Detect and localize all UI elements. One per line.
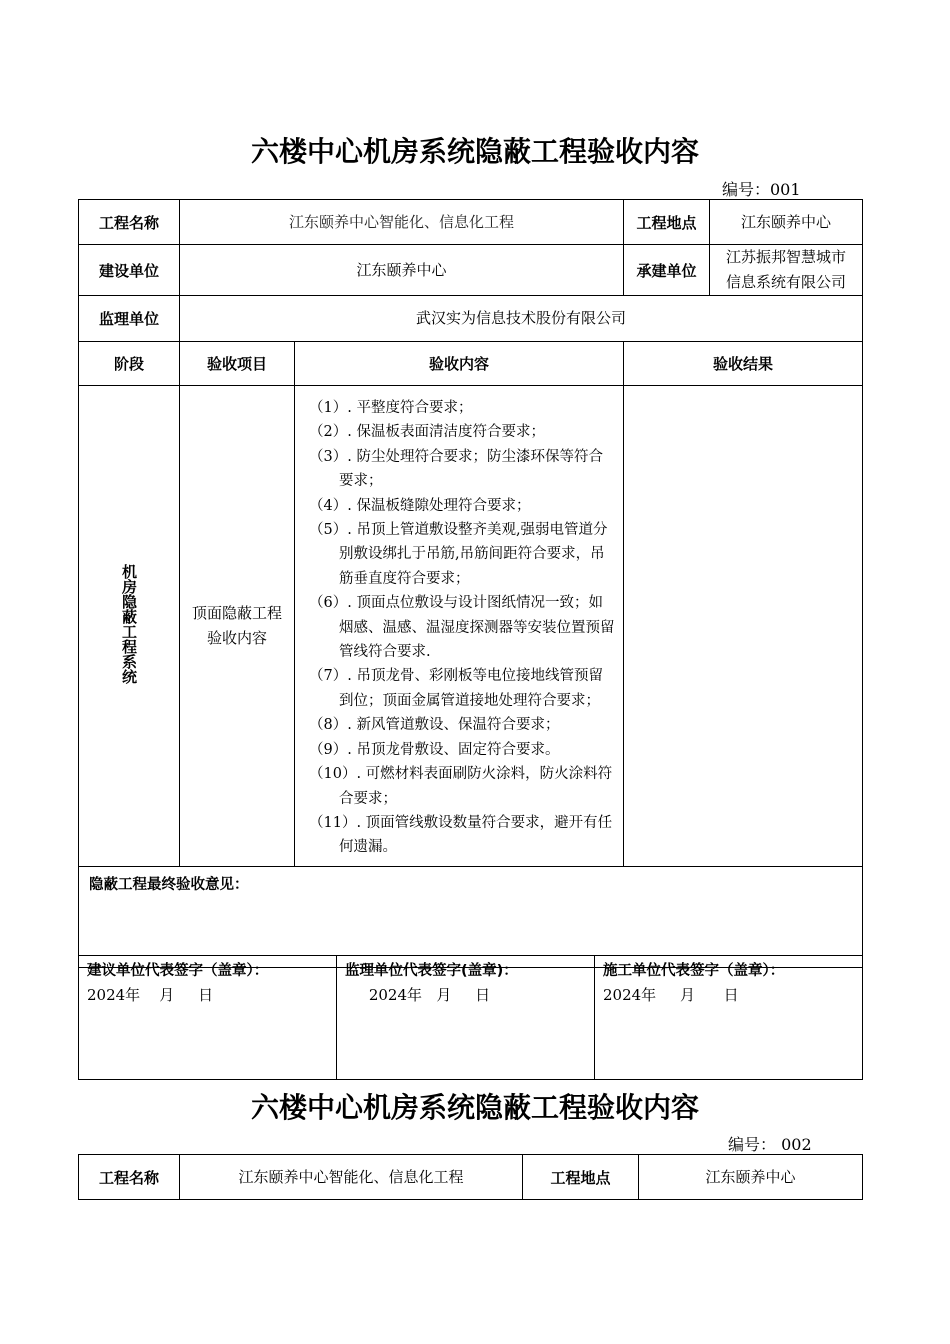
project-name-value: 江东颐养中心智能化、信息化工程 (180, 200, 624, 245)
content-list (309, 396, 615, 860)
content-item: （6）. 顶面点位敷设与设计图纸情况一致；如烟感、温感、温湿度探测器等安装位置预留管线符合要求. (309, 595, 615, 661)
contractor-signature-date: 2024年 月 日 (603, 986, 739, 1004)
content-item: （1）. 平整度符合要求； (309, 400, 473, 416)
acceptance-form-table (78, 199, 863, 968)
result-cell[interactable] (624, 386, 863, 867)
content-item: （5）. 吊顶上管道敷设整齐美观,强弱电管道分别敷设绑扎于吊筋,吊筋间距符合要求，吊筋垂直度符合要求； (309, 522, 608, 587)
header-content: 验收内容 (295, 342, 624, 386)
final-opinion-label: 隐蔽工程最终验收意见： (89, 876, 249, 893)
project-name-label-2: 工程名称 (79, 1155, 180, 1200)
signature-table (78, 955, 863, 1080)
project-name-label: 工程名称 (79, 200, 180, 245)
contractor-signature-label: 施工单位代表签字（盖章）： (603, 963, 785, 979)
stage-cell (79, 386, 180, 867)
final-opinion-cell[interactable] (79, 866, 863, 967)
contractor-unit-value: 江苏振邦智慧城市信息系统有限公司 (710, 245, 863, 296)
content-item: （8）. 新风管道敷设、保温符合要求； (309, 717, 560, 734)
contractor-unit-label: 承建单位 (624, 245, 710, 296)
content-cell (295, 386, 624, 867)
project-location-label-2: 工程地点 (523, 1155, 639, 1200)
content-item: （9）. 吊顶龙骨敷设、固定符合要求。 (309, 741, 560, 758)
form-title: 六楼中心机房系统隐蔽工程验收内容 (250, 135, 699, 168)
content-item: （2）. 保温板表面清洁度符合要求； (309, 424, 545, 441)
supervisor-unit-label: 监理单位 (79, 296, 180, 342)
content-item: （4）. 保温板缝隙处理符合要求； (309, 497, 531, 514)
supervisor-signature-cell[interactable] (337, 956, 595, 1080)
project-location-label: 工程地点 (624, 200, 710, 245)
supervisor-signature-date: 2024年 月 日 (345, 986, 491, 1004)
document-number: 编号：001 (722, 180, 801, 199)
project-location-value-2: 江东颐养中心 (639, 1155, 863, 1200)
header-result: 验收结果 (624, 342, 863, 386)
header-item: 验收项目 (180, 342, 295, 386)
project-location-value: 江东颐养中心 (710, 200, 863, 245)
item-cell: 顶面隐蔽工程验收内容 (180, 386, 295, 867)
form-title-2: 六楼中心机房系统隐蔽工程验收内容 (250, 1091, 699, 1124)
owner-signature-label: 建议单位代表签字（盖章）： (87, 963, 269, 979)
content-item: （7）. 吊顶龙骨、彩刚板等电位接地线管预留到位；顶面金属管道接地处理符合要求； (309, 668, 603, 709)
header-stage: 阶段 (79, 342, 180, 386)
owner-signature-date: 2024年 月 日 (87, 986, 214, 1004)
content-item: （10）. 可燃材料表面刷防火涂料，防火涂料符合要求； (309, 766, 613, 807)
owner-unit-value: 江东颐养中心 (180, 245, 624, 296)
content-item: （3）. 防尘处理符合要求；防尘漆环保等符合要求； (309, 448, 603, 490)
supervisor-signature-label: 监理单位代表签字(盖章)： (345, 963, 518, 979)
owner-unit-label: 建设单位 (79, 245, 180, 296)
owner-signature-cell[interactable] (79, 956, 337, 1080)
supervisor-unit-value: 武汉实为信息技术股份有限公司 (180, 296, 863, 342)
project-name-value-2: 江东颐养中心智能化、信息化工程 (180, 1155, 523, 1200)
contractor-signature-cell[interactable] (595, 956, 863, 1080)
document-number-2: 编号： 002 (728, 1135, 812, 1154)
content-item: （11）. 顶面管线敷设数量符合要求，避开有任何遗漏。 (309, 814, 613, 856)
stage-text: 机房隐蔽工程系统 (120, 563, 138, 684)
acceptance-form-table-2 (78, 1154, 863, 1200)
